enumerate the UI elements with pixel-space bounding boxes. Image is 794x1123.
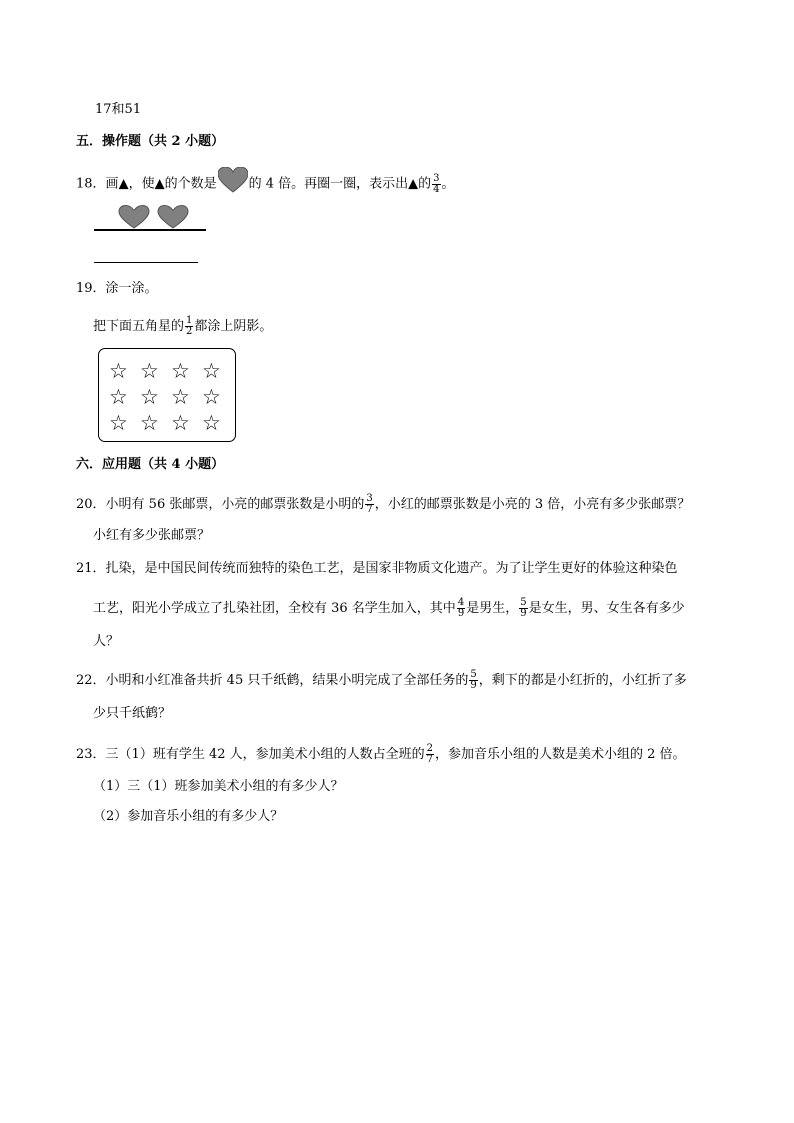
hearts-row: [118, 205, 198, 229]
star-icon[interactable]: ☆: [109, 385, 128, 409]
fraction-5-9: $\frac{5}{9}$: [470, 669, 477, 691]
q18-number: 18．: [76, 176, 106, 192]
q18-text-2: ，使: [128, 176, 155, 192]
answer-line: [94, 262, 198, 263]
triangle-icon: ▲: [408, 176, 419, 192]
question-23-sub-2: （2）参加音乐小组的有多少人？: [93, 809, 284, 824]
question-20-line-1: [76, 494, 690, 515]
question-19-title: [76, 281, 158, 297]
star-icon[interactable]: ☆: [202, 359, 221, 383]
q19-number: 19．: [76, 281, 106, 296]
star-icon[interactable]: ☆: [202, 411, 221, 435]
star-icon[interactable]: ☆: [202, 385, 221, 409]
question-19-instruction: [93, 316, 272, 337]
fraction-2-7: $\frac{2}{7}$: [426, 743, 433, 765]
answer-line: [94, 229, 206, 231]
question-23-line-1: [76, 744, 686, 765]
section-6-heading: 六．应用题（共 4 小题）: [76, 457, 225, 472]
triangle-icon: ▲: [118, 176, 129, 192]
q18-text-4: 的 4 倍。再圈一圈，表示出: [248, 176, 409, 192]
heart-icon: [218, 167, 248, 193]
q19-text-1: 把下面五角星的: [93, 319, 185, 334]
question-23-sub-1: （1）三（1）班参加美术小组的有多少人？: [93, 779, 344, 794]
q21-text-3: 是女生，男、女生各有多少: [528, 601, 685, 616]
star-box: [98, 348, 236, 442]
q23-text-1: 23．三（1）班有学生 42 人，参加美术小组的人数占全班的: [76, 747, 425, 762]
star-icon[interactable]: ☆: [109, 411, 128, 435]
fraction-3-7: $\frac{3}{7}$: [366, 493, 373, 515]
q22-text-2: ，剩下的都是小红折的，小红折了多: [478, 673, 687, 688]
question-20-line-2: 小红有多少张邮票？: [93, 528, 211, 543]
q20-text-2: ，小红的邮票张数是小亮的 3 倍，小亮有多少张邮票？: [374, 497, 691, 512]
fraction-4-9: $\frac{4}{9}$: [457, 597, 465, 619]
star-icon[interactable]: ☆: [171, 385, 190, 409]
q18-text-6: 。: [441, 176, 455, 192]
question-22-line-2: 少只千纸鹤？: [93, 706, 172, 721]
q22-text-1: 22．小明和小红准备共折 45 只千纸鹤，结果小明完成了全部任务的: [76, 673, 469, 688]
question-21-line-1: 21．扎染，是中国民间传统而独特的染色工艺，是国家非物质文化遗产。为了让学生更好的体验这种染色: [76, 561, 678, 576]
heart-icon: [119, 206, 149, 229]
q23-text-2: ，参加音乐小组的人数是美术小组的 2 倍。: [435, 747, 686, 762]
q21-text-2: 是男生，: [466, 601, 519, 616]
star-icon[interactable]: ☆: [171, 359, 190, 383]
q18-text-1: 画: [105, 176, 119, 192]
star-icon[interactable]: ☆: [140, 385, 159, 409]
triangle-icon: ▲: [154, 176, 165, 192]
star-grid: [109, 358, 233, 436]
q18-text-3: 的个数是: [164, 176, 217, 192]
star-icon[interactable]: ☆: [140, 411, 159, 435]
question-21-line-3: 人？: [93, 634, 120, 649]
heart-icon: [158, 206, 188, 229]
star-icon[interactable]: ☆: [109, 359, 128, 383]
fraction-5-9: $\frac{5}{9}$: [520, 597, 527, 619]
question-22-line-1: [76, 670, 687, 691]
q19-title: 涂一涂。: [105, 281, 158, 296]
q19-text-2: 都涂上阴影。: [194, 319, 273, 334]
previous-answer: 17和51: [95, 102, 142, 117]
fraction-3-4: $\frac{3}{4}$: [433, 172, 440, 195]
question-21-line-2: [93, 598, 685, 619]
q18-text-5: 的: [418, 176, 432, 192]
q20-text-1: 20．小明有 56 张邮票，小亮的邮票张数是小明的: [76, 497, 365, 512]
section-5-heading: 五．操作题（共 2 小题）: [76, 134, 225, 149]
star-icon[interactable]: ☆: [140, 359, 159, 383]
fraction-1-2: $\frac{1}{2}$: [186, 315, 193, 337]
star-icon[interactable]: ☆: [171, 411, 190, 435]
q21-text-1: 工艺，阳光小学成立了扎染社团，全校有 36 名学生加入，其中: [93, 601, 456, 616]
question-18: [76, 171, 455, 197]
